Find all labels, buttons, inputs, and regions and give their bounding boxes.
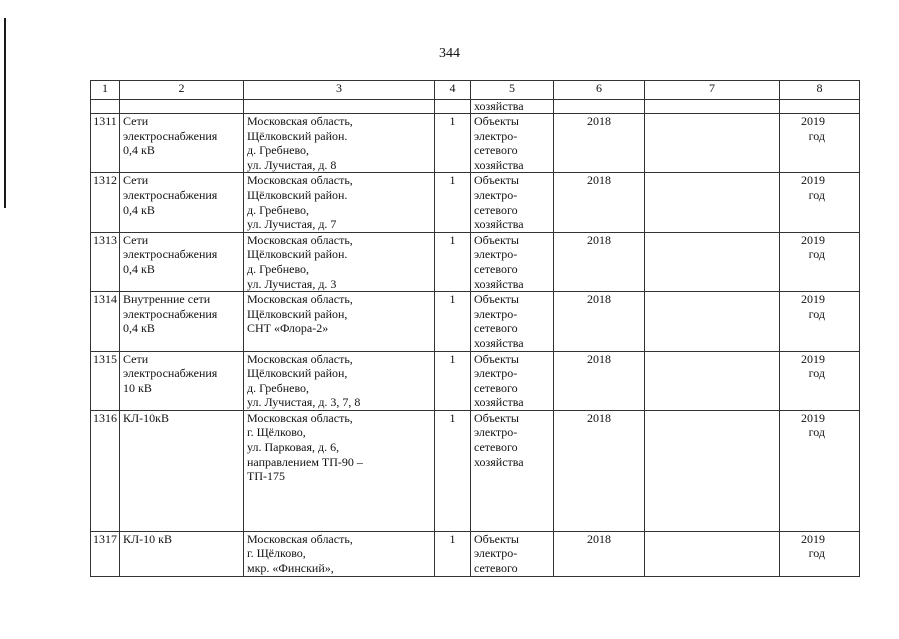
cell-category-line: хозяйства: [474, 276, 524, 291]
header-cell: 3: [244, 81, 435, 100]
cell-address-line: Московская область,: [247, 232, 353, 247]
cell-address-line: СНТ «Флора-2»: [247, 321, 329, 336]
header-cell: 7: [645, 81, 780, 100]
cell-category: [471, 173, 554, 232]
cell-col7: [645, 351, 780, 410]
cell-address: [244, 410, 435, 531]
cell-address-line: д. Гребнево,: [247, 143, 310, 158]
cell-category-line: электро-: [474, 425, 518, 440]
cell-year: 2018: [554, 351, 645, 410]
header-cell: 8: [780, 81, 860, 100]
cell-category-line: электро-: [474, 366, 518, 381]
cell-name-line: электроснабжения: [123, 366, 218, 381]
cell-category-line: хозяйства: [474, 395, 524, 410]
cell-number: [91, 100, 120, 114]
cell-address-line: Щёлковский район.: [247, 187, 348, 202]
cell-address-line: Щёлковский район.: [247, 247, 348, 262]
cell-name-line: 0,4 кВ: [123, 202, 155, 217]
cell-category-line: Объекты: [474, 232, 519, 247]
cell-name: [120, 114, 244, 173]
cell-number: 1311: [91, 114, 120, 173]
cell-address-line: д. Гребнево,: [247, 202, 310, 217]
cell-name-line: 0,4 кВ: [123, 143, 155, 158]
table-row: [91, 114, 860, 173]
cell-category-line: сетевого: [474, 380, 518, 395]
cell-qty: 1: [435, 114, 471, 173]
cell-address-line: Московская область,: [247, 114, 353, 128]
cell-address: [244, 100, 435, 114]
cell-category-line: электро-: [474, 306, 518, 321]
cell-number: 1314: [91, 292, 120, 351]
cell-year: 2018: [554, 531, 645, 576]
cell-term: 2019 год: [780, 292, 860, 351]
cell-category: [471, 292, 554, 351]
cell-category-line: хозяйства: [474, 335, 524, 350]
register-table: [90, 80, 860, 577]
cell-col7: [645, 100, 780, 114]
cell-category-line: сетевого: [474, 202, 518, 217]
cell-category: [471, 410, 554, 531]
cell-term: 2019 год: [780, 173, 860, 232]
cell-name-line: Сети: [123, 114, 149, 128]
cell-address-line: ул. Парковая, д. 6,: [247, 440, 340, 455]
cell-address-line: Щёлковский район,: [247, 306, 348, 321]
cell-name-line: Сети: [123, 351, 149, 366]
header-row: [91, 81, 860, 100]
cell-name-line: электроснабжения: [123, 128, 218, 143]
cell-address: [244, 351, 435, 410]
cell-name: [120, 173, 244, 232]
cell-name-line: электроснабжения: [123, 187, 218, 202]
cell-name-line: КЛ-10кВ: [123, 410, 169, 425]
cell-category-line: электро-: [474, 546, 518, 561]
cell-name-line: электроснабжения: [123, 247, 218, 262]
cell-col7: [645, 114, 780, 173]
cell-address-line: Московская область,: [247, 351, 353, 366]
header-cell: 5: [471, 81, 554, 100]
cell-number: 1312: [91, 173, 120, 232]
cell-category: [471, 531, 554, 576]
cell-address-line: направлением ТП-90 –: [247, 454, 363, 469]
cell-year: [554, 100, 645, 114]
cell-term: 2019 год: [780, 351, 860, 410]
cell-category-line: хозяйства: [474, 157, 524, 172]
cell-term: 2019 год: [780, 114, 860, 173]
cell-col7: [645, 173, 780, 232]
cell-category-line: Объекты: [474, 173, 519, 188]
cell-category-line: хозяйства: [474, 99, 524, 113]
cell-address-line: ул. Лучистая, д. 8: [247, 157, 337, 172]
cell-category-line: электро-: [474, 247, 518, 262]
cell-qty: 1: [435, 410, 471, 531]
cell-address-line: мкр. «Финский»,: [247, 561, 334, 576]
cell-category-line: Объекты: [474, 292, 519, 307]
cell-name-line: КЛ-10 кВ: [123, 531, 172, 546]
cell-number: 1316: [91, 410, 120, 531]
cell-address-line: г. Щёлково,: [247, 425, 306, 440]
cell-category: [471, 351, 554, 410]
cell-name: [120, 351, 244, 410]
cell-address-line: Московская область,: [247, 292, 353, 307]
cell-category-line: сетевого: [474, 261, 518, 276]
cell-address-line: ул. Лучистая, д. 7: [247, 217, 337, 232]
cell-category-line: Объекты: [474, 351, 519, 366]
cell-number: 1317: [91, 531, 120, 576]
cell-category-line: сетевого: [474, 440, 518, 455]
cell-address-line: ул. Лучистая, д. 3: [247, 276, 337, 291]
cell-address: [244, 531, 435, 576]
cell-term: 2019 год: [780, 410, 860, 531]
cell-address-line: Щёлковский район.: [247, 128, 348, 143]
cell-name-line: 0,4 кВ: [123, 321, 155, 336]
cell-col7: [645, 232, 780, 291]
cell-qty: 1: [435, 531, 471, 576]
cell-address: [244, 292, 435, 351]
cell-qty: 1: [435, 232, 471, 291]
cell-term: 2019 год: [780, 531, 860, 576]
cell-year: 2018: [554, 410, 645, 531]
cell-name: [120, 531, 244, 576]
cell-name-line: 0,4 кВ: [123, 261, 155, 276]
cell-year: 2018: [554, 232, 645, 291]
header-cell: 6: [554, 81, 645, 100]
cell-address-line: Московская область,: [247, 410, 353, 425]
cell-category-line: электро-: [474, 128, 518, 143]
cell-address: [244, 114, 435, 173]
cell-category-line: Объекты: [474, 114, 519, 128]
cell-name-line: электроснабжения: [123, 306, 218, 321]
table-row: [91, 531, 860, 576]
header-cell: 2: [120, 81, 244, 100]
cell-address-line: Московская область,: [247, 173, 353, 188]
cell-name: [120, 232, 244, 291]
cell-term: [780, 100, 860, 114]
cell-address-line: Московская область,: [247, 531, 353, 546]
cell-name-line: Внутренние сети: [123, 292, 211, 307]
cell-category-line: хозяйства: [474, 454, 524, 469]
cell-name: [120, 100, 244, 114]
cell-year: 2018: [554, 292, 645, 351]
page-number: 344: [439, 46, 460, 61]
cell-category-line: сетевого: [474, 143, 518, 158]
cell-category: [471, 114, 554, 173]
cell-address-line: ул. Лучистая, д. 3, 7, 8: [247, 395, 361, 410]
cell-number: 1315: [91, 351, 120, 410]
cell-address: [244, 232, 435, 291]
cell-name-line: Сети: [123, 232, 149, 247]
cell-category-line: Объекты: [474, 531, 519, 546]
cell-name: [120, 292, 244, 351]
cell-category-line: электро-: [474, 187, 518, 202]
table-row: [91, 292, 860, 351]
cell-address-line: Щёлковский район,: [247, 366, 348, 381]
cell-name-line: Сети: [123, 173, 149, 188]
cell-qty: [435, 100, 471, 114]
cell-address-line: д. Гребнево,: [247, 261, 310, 276]
cell-category: [471, 232, 554, 291]
cell-col7: [645, 531, 780, 576]
cell-category-line: сетевого: [474, 561, 518, 576]
cell-year: 2018: [554, 114, 645, 173]
table-row: [91, 351, 860, 410]
cell-term: 2019 год: [780, 232, 860, 291]
cell-qty: 1: [435, 173, 471, 232]
cell-qty: 1: [435, 351, 471, 410]
table-row: [91, 410, 860, 531]
cell-number: 1313: [91, 232, 120, 291]
table-row: [91, 173, 860, 232]
continuation-row: [91, 100, 860, 114]
cell-address: [244, 173, 435, 232]
cell-address-line: г. Щёлково,: [247, 546, 306, 561]
cell-col7: [645, 410, 780, 531]
header-cell: 4: [435, 81, 471, 100]
cell-address-line: ТП-175: [247, 469, 285, 484]
cell-name: [120, 410, 244, 531]
cell-qty: 1: [435, 292, 471, 351]
cell-address-line: д. Гребнево,: [247, 380, 310, 395]
cell-col7: [645, 292, 780, 351]
cell-category-line: хозяйства: [474, 217, 524, 232]
table-row: [91, 232, 860, 291]
cell-year: 2018: [554, 173, 645, 232]
cell-category: [471, 100, 554, 114]
header-cell: 1: [91, 81, 120, 100]
cell-category-line: Объекты: [474, 410, 519, 425]
cell-category-line: сетевого: [474, 321, 518, 336]
cell-name-line: 10 кВ: [123, 380, 152, 395]
